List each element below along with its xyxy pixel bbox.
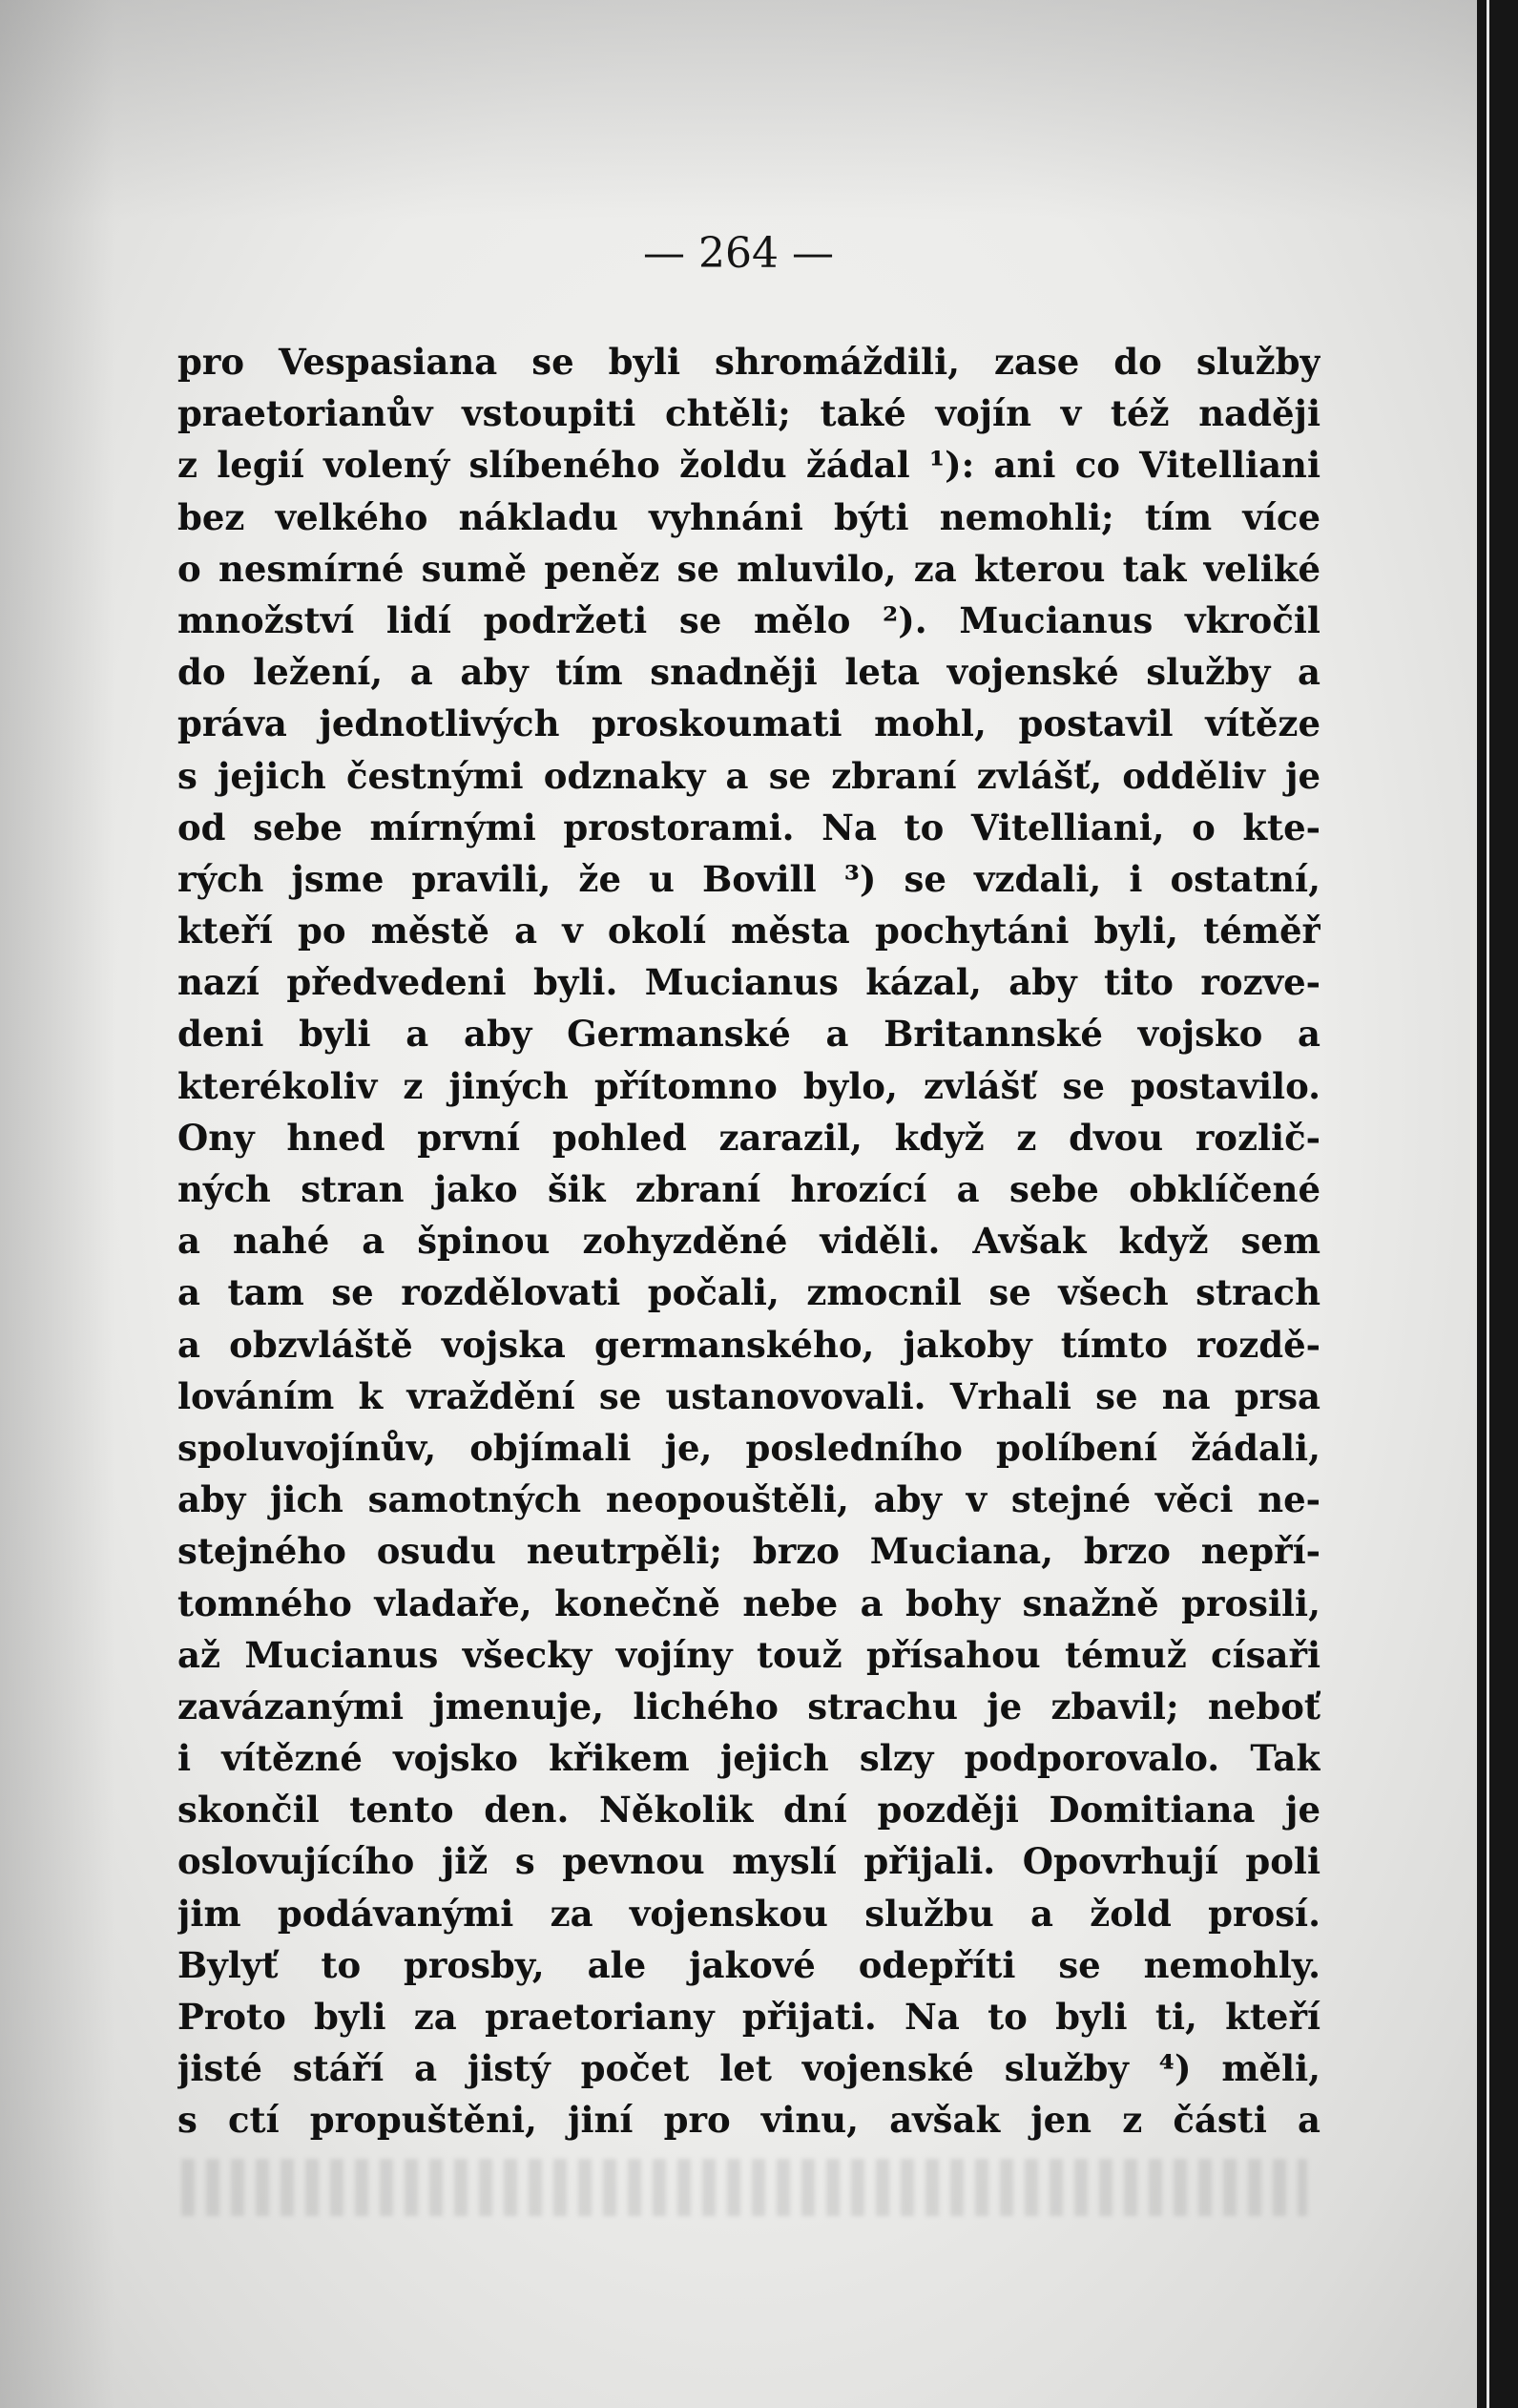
text-line: rých jsme pravili, že u Bovill ³) se vzdali, i ostatní, <box>177 857 1320 900</box>
text-line: nazí předvedeni byli. Mucianus kázal, aby tito rozve- <box>177 961 1320 1004</box>
text-line: tomného vladaře, konečně nebe a bohy snažně prosili, <box>177 1581 1320 1624</box>
text-line: Ony hned první pohled zarazil, když z dvou rozlič- <box>177 1116 1320 1159</box>
text-line: zavázanými jmenuje, lichého strachu je zbavil; neboť <box>177 1685 1320 1727</box>
text-line: pro Vespasiana se byli shromáždili, zase do služby <box>177 341 1320 383</box>
text-line: stejného osudu neutrpěli; brzo Muciana, brzo nepří- <box>177 1530 1320 1573</box>
body-text <box>177 336 1320 2146</box>
text-line: aby jich samotných neopouštěli, aby v stejné věci ne- <box>177 1478 1320 1521</box>
text-line: z legií volený slíbeného žoldu žádal ¹): ani co Vitelliani <box>177 444 1320 487</box>
page-edge-shadow <box>1477 0 1518 2408</box>
text-line: o nesmírné sumě peněz se mluvilo, za kterou tak veliké <box>177 547 1320 590</box>
text-line: a nahé a špinou zohyzděné viděli. Avšak když sem <box>177 1220 1320 1263</box>
text-line: s jejich čestnými odznaky a se zbraní zvlášť, odděliv je <box>177 754 1320 797</box>
text-line: bez velkého nákladu vyhnáni býti nemohli; tím více <box>177 495 1320 538</box>
show-through-text <box>181 2159 1307 2216</box>
text-line: s ctí propuštěni, jiní pro vinu, avšak jen z části a <box>177 2099 1320 2142</box>
page-number: — 264 — <box>643 229 834 278</box>
text-line: Bylyť to prosby, ale jakové odepříti se nemohly. <box>177 1943 1320 1986</box>
text-line: ných stran jako šik zbraní hrozící a sebe obklíčené <box>177 1168 1320 1210</box>
text-line: spoluvojínův, objímali je, posledního políbení žádali, <box>177 1426 1320 1469</box>
text-line: Proto byli za praetoriany přijati. Na to byli ti, kteří <box>177 1996 1320 2038</box>
text-line: práva jednotlivých proskoumati mohl, postavil vítěze <box>177 702 1320 745</box>
text-line: od sebe mírnými prostorami. Na to Vitelliani, o kte- <box>177 806 1320 848</box>
text-line: jisté stáří a jistý počet let vojenské služby ⁴) měli, <box>177 2047 1320 2090</box>
text-line: do ležení, a aby tím snadněji leta vojenské služby a <box>177 651 1320 694</box>
text-line: skončil tento den. Několik dní později Domitiana je <box>177 1789 1320 1832</box>
text-line: praetorianův vstoupiti chtěli; také vojín v též naději <box>177 392 1320 435</box>
page-edge-line <box>1487 0 1489 2408</box>
text-line: oslovujícího již s pevnou myslí přijali. Opovrhují poli <box>177 1840 1320 1883</box>
text-line: množství lidí podržeti se mělo ²). Mucianus vkročil <box>177 598 1320 641</box>
text-line: až Mucianus všecky vojíny touž přísahou témuž císaři <box>177 1633 1320 1676</box>
text-line: kteří po městě a v okolí města pochytáni byli, téměř <box>177 910 1320 953</box>
text-line: deni byli a aby Germanské a Britannské vojsko a <box>177 1013 1320 1056</box>
text-line: jim podávanými za vojenskou službu a žold prosí. <box>177 1892 1320 1935</box>
text-line: lováním k vraždění se ustanovovali. Vrhali se na prsa <box>177 1374 1320 1417</box>
text-line: i vítězné vojsko křikem jejich slzy podporovalo. Tak <box>177 1737 1320 1780</box>
text-line: a tam se rozdělovati počali, zmocnil se všech strach <box>177 1271 1320 1314</box>
text-line: kterékoliv z jiných přítomno bylo, zvlášť se postavilo. <box>177 1064 1320 1107</box>
text-line: a obzvláště vojska germanského, jakoby tímto rozdě- <box>177 1323 1320 1366</box>
